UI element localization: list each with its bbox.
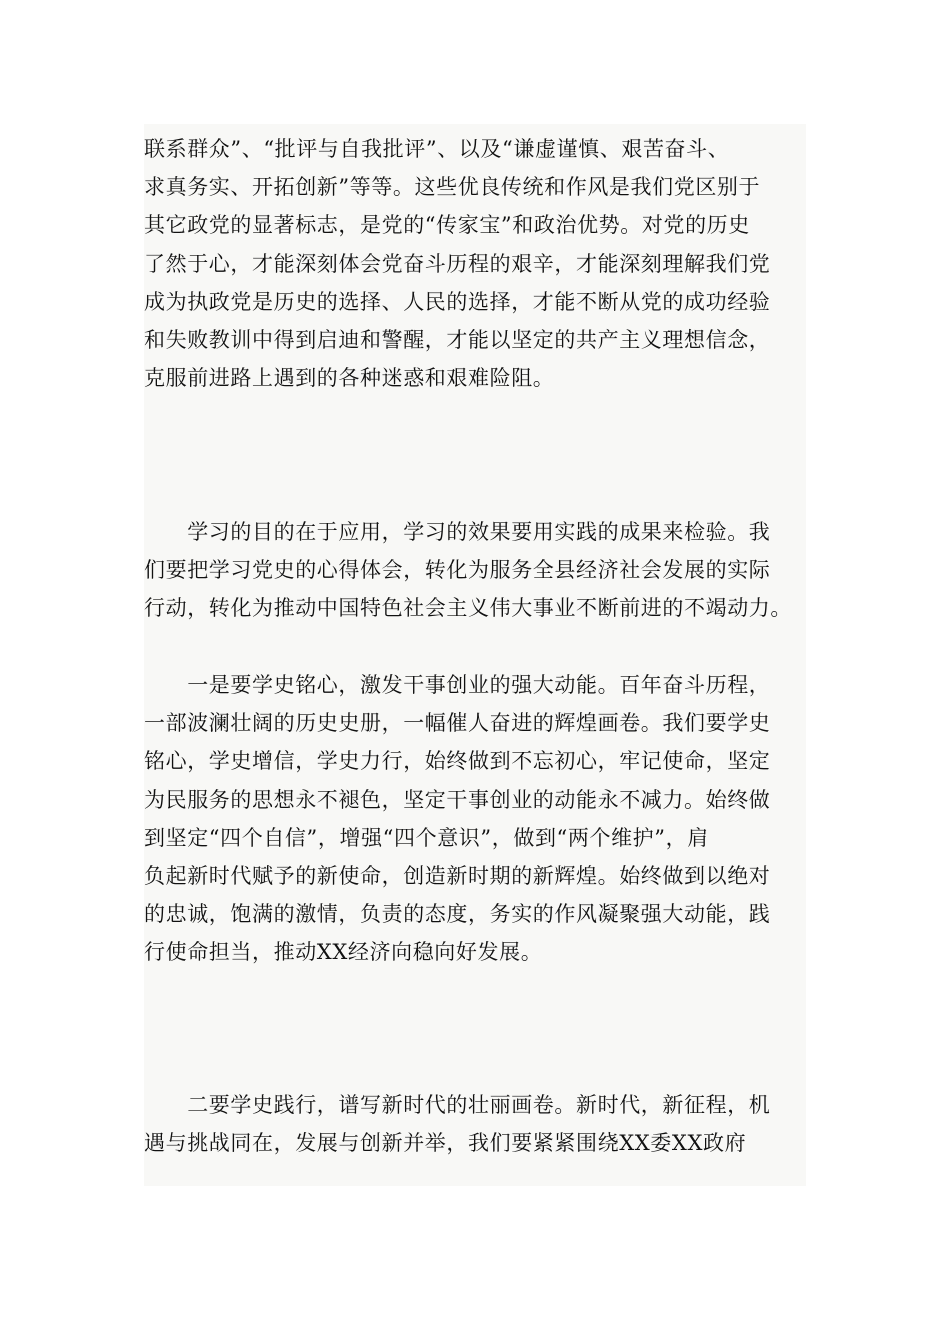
text-line: 二要学史践行，谱写新时代的壮丽画卷。新时代，新征程，机 [144, 1093, 771, 1117]
paragraph-1 [144, 130, 806, 397]
document-body [144, 124, 806, 1186]
text-line: 到坚定“四个自信”，增强“四个意识”，做到“两个维护”，肩 [144, 825, 709, 850]
text-line: 和失败教训中得到启迪和警醒，才能以坚定的共产主义理想信念， [144, 327, 771, 352]
text-line: 行使命担当，推动XX经济向稳向好发展。 [144, 940, 543, 965]
text-line: 铭心，学史增信，学史力行，始终做到不忘初心，牢记使命，坚定 [144, 749, 771, 774]
paragraph-2 [144, 513, 806, 628]
text-line: 一部波澜壮阔的历史史册，一幅催人奋进的辉煌画卷。我们要学史 [144, 711, 771, 736]
paragraph-3 [144, 666, 806, 972]
text-line: 成为执政党是历史的选择、人民的选择，才能不断从党的成功经验 [144, 289, 771, 314]
text-line: 克服前进路上遇到的各种迷惑和艰难险阻。 [144, 366, 555, 391]
text-line: 遇与挑战同在，发展与创新并举，我们要紧紧围绕XX委XX政府 [144, 1131, 747, 1156]
text-line: 们要把学习党史的心得体会，转化为服务全县经济社会发展的实际 [144, 558, 771, 583]
text-line: 的忠诚，饱满的激情，负责的态度，务实的作风凝聚强大动能，践 [144, 902, 771, 927]
paragraph-4 [144, 1086, 806, 1162]
text-line: 负起新时代赋予的新使命，创造新时期的新辉煌。始终做到以绝对 [144, 863, 771, 888]
text-line: 联系群众”、“批评与自我批评”、以及“谦虚谨慎、艰苦奋斗、 [144, 137, 730, 161]
text-line: 求真务实、开拓创新”等等。这些优良传统和作风是我们党区别于 [144, 175, 761, 200]
text-line: 为民服务的思想永不褪色，坚定干事创业的动能永不减力。始终做 [144, 787, 771, 812]
text-line: 学习的目的在于应用，学习的效果要用实践的成果来检验。我 [144, 520, 771, 544]
text-line: 一是要学史铭心，激发干事创业的强大动能。百年奋斗历程， [144, 673, 771, 697]
text-line: 行动，转化为推动中国特色社会主义伟大事业不断前进的不竭动力。 [144, 596, 792, 621]
text-line: 其它政党的显著标志，是党的“传家宝”和政治优势。对党的历史 [144, 213, 750, 238]
text-line: 了然于心，才能深刻体会党奋斗历程的艰辛，才能深刻理解我们党 [144, 251, 771, 276]
